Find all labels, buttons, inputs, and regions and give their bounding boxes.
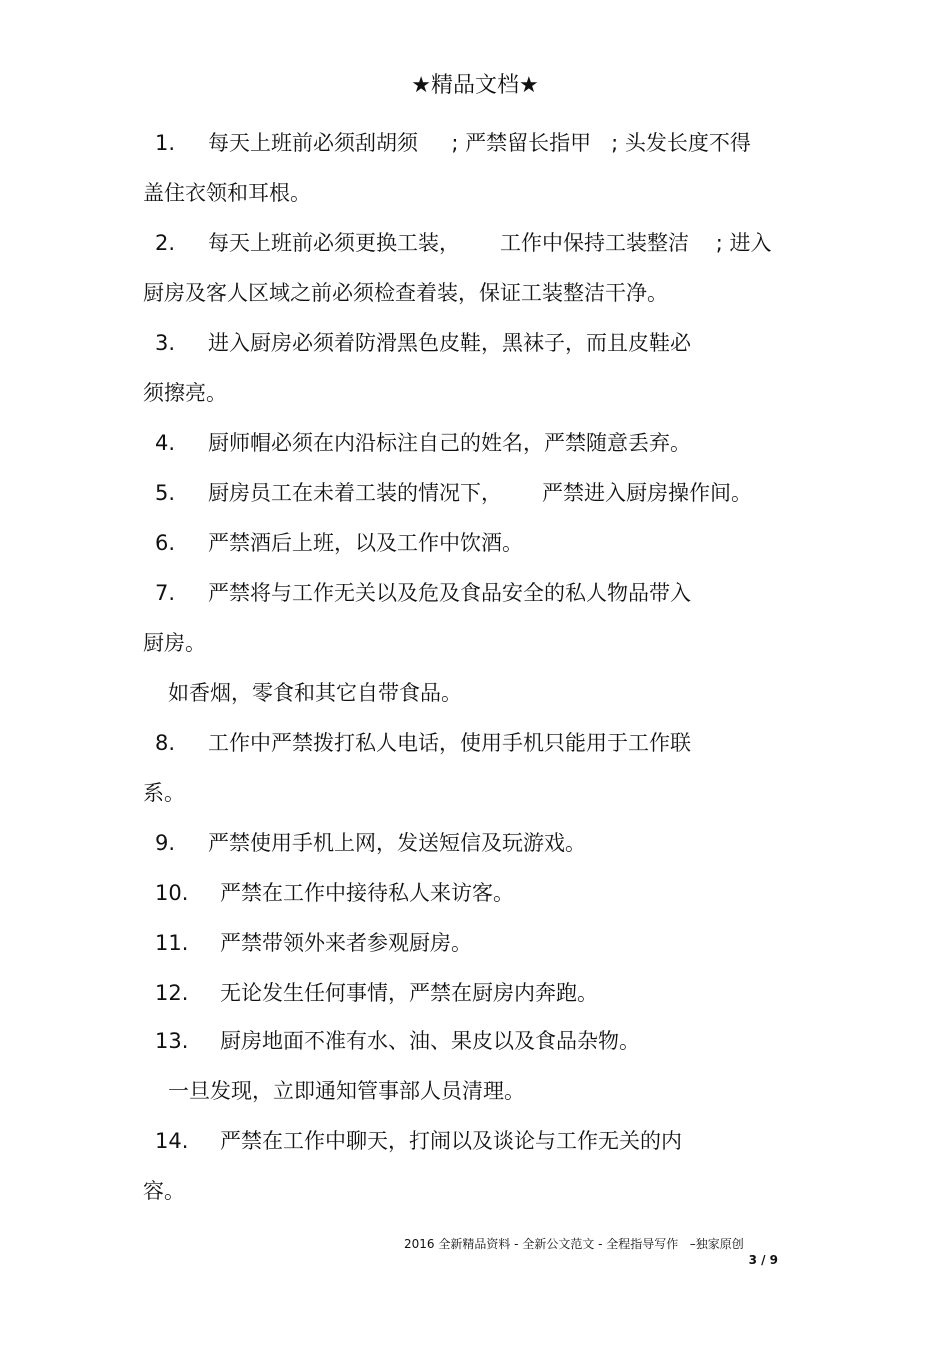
item-text: 无论发生任何事情，严禁在厨房内奔跑。 <box>220 981 598 1005</box>
item-continuation: 厨房及客人区域之前必须检查着装，保证工装整洁干净。 <box>143 281 668 305</box>
item-number: 1. <box>155 131 176 155</box>
item-text: 严禁在工作中聊天，打闹以及谈论与工作无关的内 <box>220 1129 682 1153</box>
item-note: 一旦发现，立即通知管事部人员清理。 <box>168 1079 525 1103</box>
item-text: 严禁酒后上班，以及工作中饮酒。 <box>208 531 523 555</box>
item-number: 2. <box>155 231 176 255</box>
item-text: 严禁带领外来者参观厨房。 <box>220 931 472 955</box>
item-text: 厨房地面不准有水、油、果皮以及食品杂物。 <box>220 1029 640 1053</box>
item-number: 14. <box>155 1129 189 1153</box>
item-number: 4. <box>155 431 176 455</box>
item-text: 工作中严禁拨打私人电话，使用手机只能用于工作联 <box>208 731 691 755</box>
page-title: ★精品文档★ <box>411 73 539 98</box>
item-number: 3. <box>155 331 176 355</box>
item-continuation: 容。 <box>143 1179 185 1203</box>
item-text: 每天上班前必须刮胡须 ; 严禁留长指甲 ; 头发长度不得 <box>208 131 751 155</box>
item-number: 11. <box>155 931 189 955</box>
item-number: 6. <box>155 531 176 555</box>
item-number: 7. <box>155 581 176 605</box>
item-text: 厨房员工在未着工装的情况下， 严禁进入厨房操作间。 <box>208 481 753 505</box>
item-text: 严禁将与工作无关以及危及食品安全的私人物品带入 <box>208 581 691 605</box>
item-number: 5. <box>155 481 176 505</box>
item-number: 12. <box>155 981 189 1005</box>
item-text: 厨师帽必须在内沿标注自己的姓名，严禁随意丢弃。 <box>208 431 691 455</box>
item-text: 严禁在工作中接待私人来访客。 <box>220 881 514 905</box>
item-continuation: 须擦亮。 <box>143 381 227 405</box>
item-number: 13. <box>155 1029 189 1053</box>
item-text: 进入厨房必须着防滑黑色皮鞋，黑袜子，而且皮鞋必 <box>208 331 691 355</box>
item-text: 每天上班前必须更换工装， 工作中保持工装整洁 ; 进入 <box>208 231 772 255</box>
item-continuation: 盖住衣领和耳根。 <box>143 181 311 205</box>
item-continuation: 厨房。 <box>143 631 206 655</box>
item-continuation: 系。 <box>143 781 185 805</box>
item-number: 9. <box>155 831 176 855</box>
item-text: 严禁使用手机上网，发送短信及玩游戏。 <box>208 831 586 855</box>
item-number: 8. <box>155 731 176 755</box>
footer-text: 2016 全新精品资料 - 全新公文范文 - 全程指导写作 –独家原创 <box>404 1237 744 1251</box>
item-note: 如香烟，零食和其它自带食品。 <box>168 681 462 705</box>
item-number: 10. <box>155 881 189 905</box>
page-number: 3 / 9 <box>748 1253 778 1267</box>
